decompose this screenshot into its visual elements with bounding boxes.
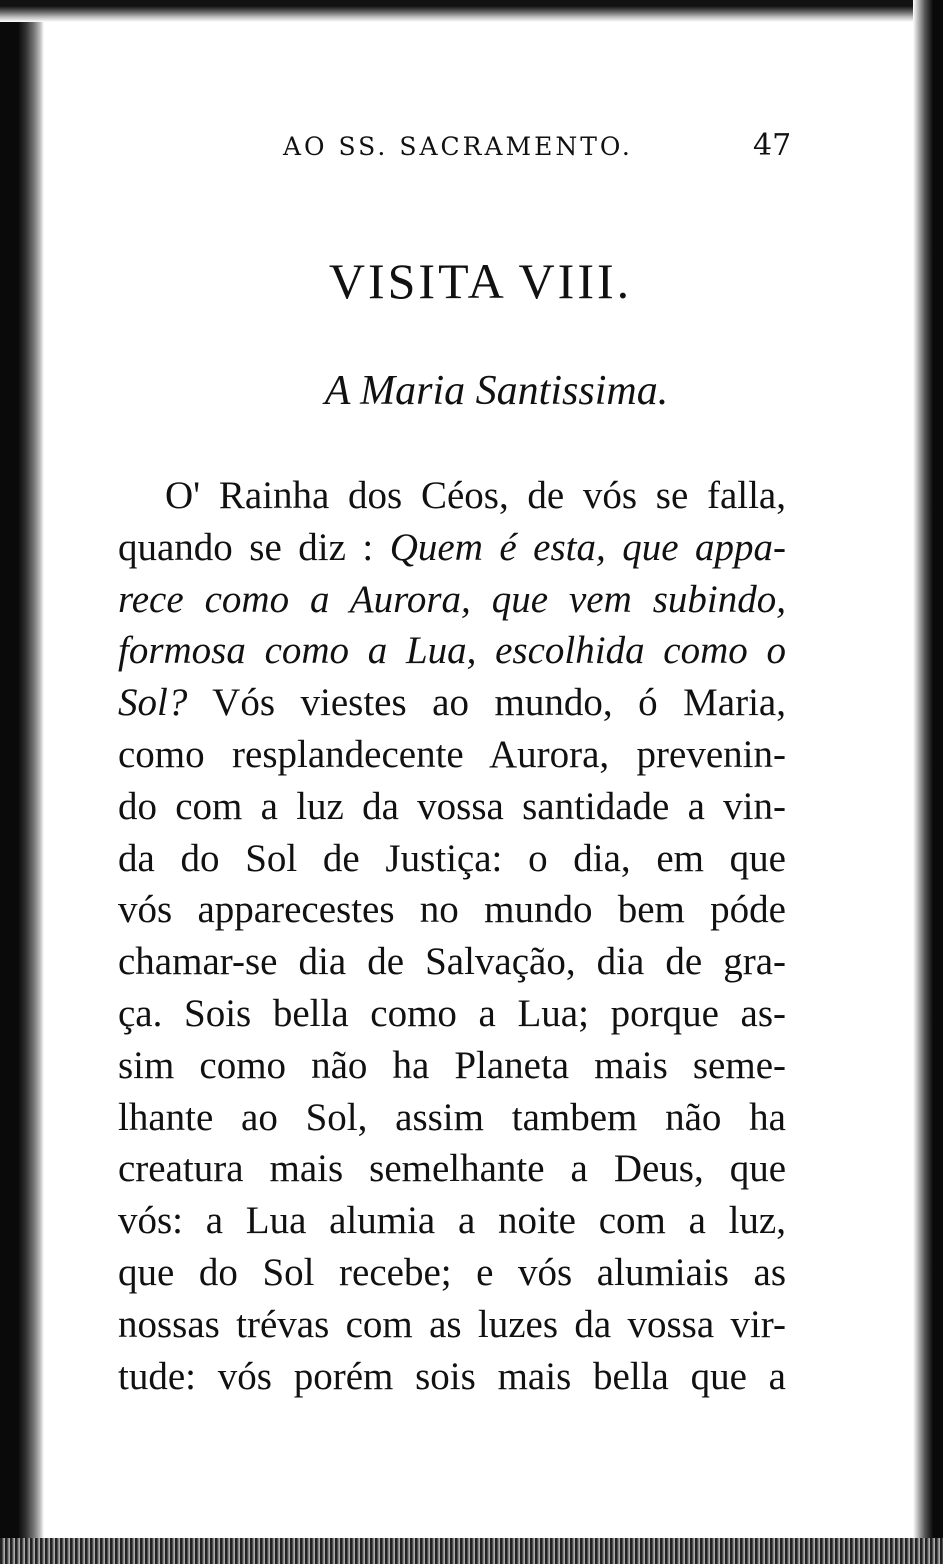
text-segment: quando se diz : [118, 525, 390, 569]
body-text [118, 470, 786, 1402]
running-head [0, 128, 943, 168]
text-line: sim como não ha Planeta mais seme- [118, 1043, 786, 1087]
text-line: do com a luz da vossa santidade a vin- [118, 784, 786, 828]
text-line: chamar-se dia de Salvação, dia de gra- [118, 940, 786, 984]
italic-segment: Sol? [118, 681, 188, 725]
scan-edge-left [0, 0, 44, 1564]
text-segment: Vós viestes ao mundo, ó Maria, [187, 681, 786, 725]
text-line: como resplandecente Aurora, prevenin- [118, 732, 786, 776]
text-line: formosa como a Lua, escolhida como o [118, 629, 786, 673]
text-line: tude: vós porém sois mais bella que a [118, 1354, 786, 1398]
text-line: rece como a Aurora, que vem subindo, [118, 577, 786, 621]
text-line: vós: a Lua alumia a noite com a luz, [118, 1199, 786, 1243]
page-number: 47 [753, 128, 792, 163]
text-line: que do Sol recebe; e vós alumiais as [118, 1250, 786, 1294]
text-line: O' Rainha dos Céos, de vós se falla, [165, 474, 786, 517]
italic-segment: Quem é esta, que appa- [389, 525, 786, 569]
text-line: nossas trévas com as luzes da vossa vir- [118, 1302, 786, 1346]
text-line: da do Sol de Justiça: o dia, em que [118, 836, 786, 880]
text-line: lhante ao Sol, assim tambem não ha [118, 1095, 786, 1139]
running-title: AO SS. SACRAMENTO. [283, 132, 633, 161]
section-subheading: A Maria Santissima. [324, 368, 669, 414]
section-heading: VISITA VIII. [328, 253, 633, 309]
text-line: creatura mais semelhante a Deus, que [118, 1147, 786, 1191]
scan-edge-bottom [0, 1538, 943, 1564]
text-line: ça. Sois bella como a Lua; porque as- [118, 991, 786, 1035]
scan-edge-right [913, 0, 943, 1564]
text-line [118, 522, 786, 574]
text-line [118, 677, 786, 729]
scan-edge-top [0, 0, 943, 22]
text-line: vós apparecestes no mundo bem póde [118, 888, 786, 932]
